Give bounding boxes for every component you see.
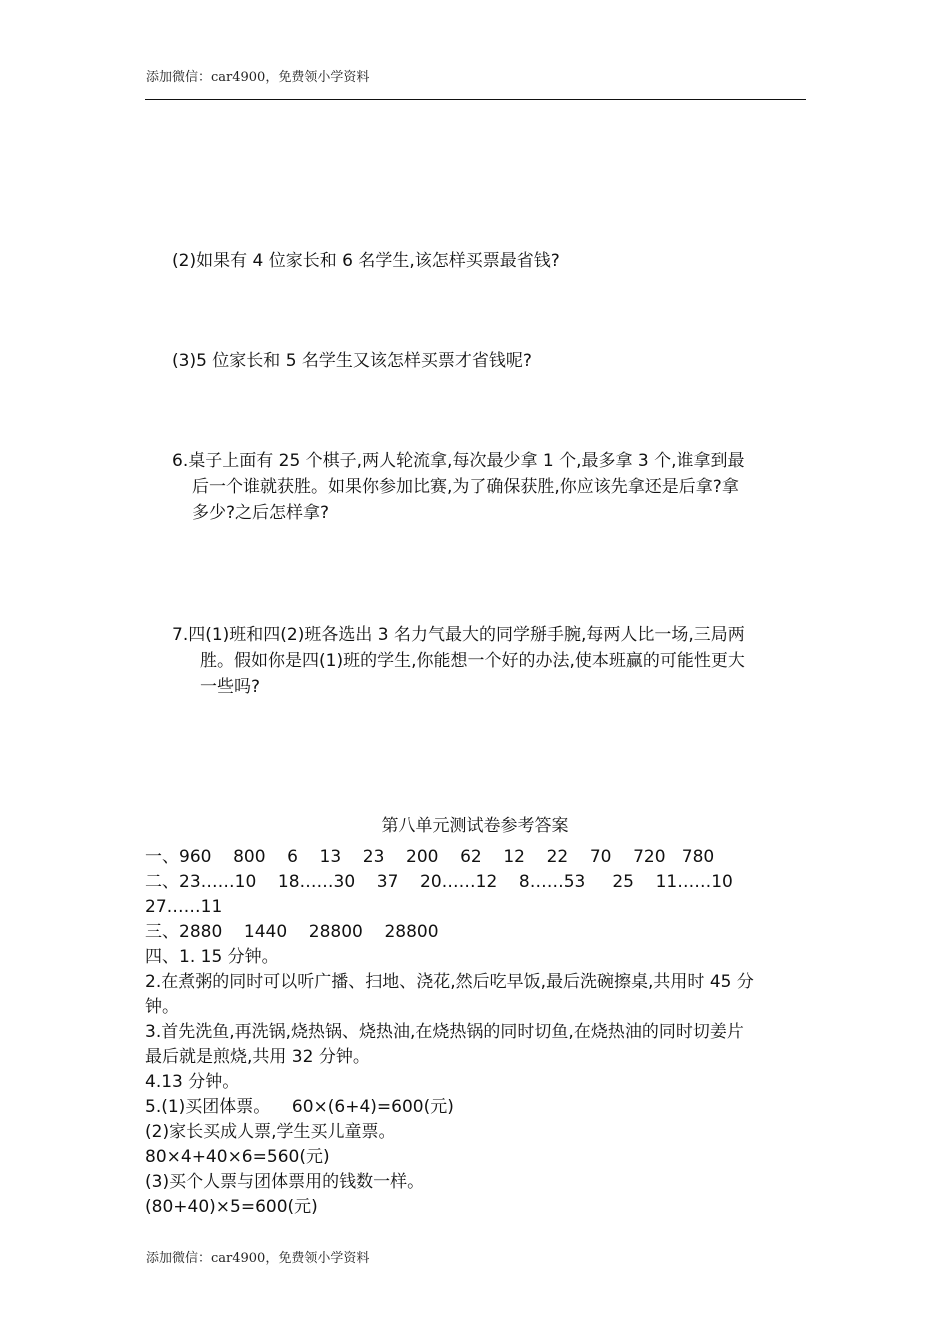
- question-7-line-3: 一些吗?: [200, 677, 261, 697]
- answer-line: 5.(1)买团体票。 60×(6+4)=600(元): [145, 1097, 454, 1117]
- question-7-line-2: 胜。假如你是四(1)班的学生,你能想一个好的办法,使本班赢的可能性更大: [200, 651, 745, 671]
- answer-line: 四、1. 15 分钟。: [145, 947, 279, 967]
- answer-line: 2.在煮粥的同时可以听广播、扫地、浇花,然后吃早饭,最后洗碗擦桌,共用时 45 分: [145, 972, 754, 992]
- header-divider: [145, 99, 806, 100]
- answer-line: 一、960 800 6 13 23 200 62 12 22 70 720 780: [145, 847, 715, 867]
- answer-line: 27……11: [145, 897, 223, 917]
- answer-line: 最后就是煎烧,共用 32 分钟。: [145, 1047, 370, 1067]
- question-6-line-1: 6.桌子上面有 25 个棋子,两人轮流拿,每次最少拿 1 个,最多拿 3 个,谁拿到最: [172, 451, 745, 471]
- answer-line: 3.首先洗鱼,再洗锅,烧热锅、烧热油,在烧热锅的同时切鱼,在烧热油的同时切姜片: [145, 1022, 744, 1042]
- answer-line: (2)家长买成人票,学生买儿童票。: [145, 1122, 396, 1142]
- question-6-line-2: 后一个谁就获胜。如果你参加比赛,为了确保获胜,你应该先拿还是后拿?拿: [192, 477, 739, 497]
- question-6-line-3: 多少?之后怎样拿?: [192, 503, 330, 523]
- page-footer: 添加微信：car4900，免费领小学资料: [146, 1251, 370, 1266]
- answer-line: 80×4+40×6=560(元): [145, 1147, 330, 1167]
- answer-line: 钟。: [145, 997, 179, 1017]
- answer-line: (3)买个人票与团体票用的钱数一样。: [145, 1172, 425, 1192]
- answer-key-title: 第八单元测试卷参考答案: [381, 816, 569, 836]
- question-7: [172, 622, 745, 700]
- answer-line: 4.13 分钟。: [145, 1072, 240, 1092]
- question-6: [172, 448, 745, 526]
- question-5-3: (3)5 位家长和 5 名学生又该怎样买票才省钱呢?: [172, 351, 532, 371]
- question-7-line-1: 7.四(1)班和四(2)班各选出 3 名力气最大的同学掰手腕,每两人比一场,三局两: [172, 625, 745, 645]
- page-header: 添加微信：car4900，免费领小学资料: [146, 70, 370, 85]
- answer-line: (80+40)×5=600(元): [145, 1197, 318, 1217]
- question-5-2: (2)如果有 4 位家长和 6 名学生,该怎样买票最省钱?: [172, 251, 560, 271]
- answer-line: 二、23……10 18……30 37 20……12 8……53 25 11……10: [145, 872, 733, 892]
- answer-line: 三、2880 1440 28800 28800: [145, 922, 439, 942]
